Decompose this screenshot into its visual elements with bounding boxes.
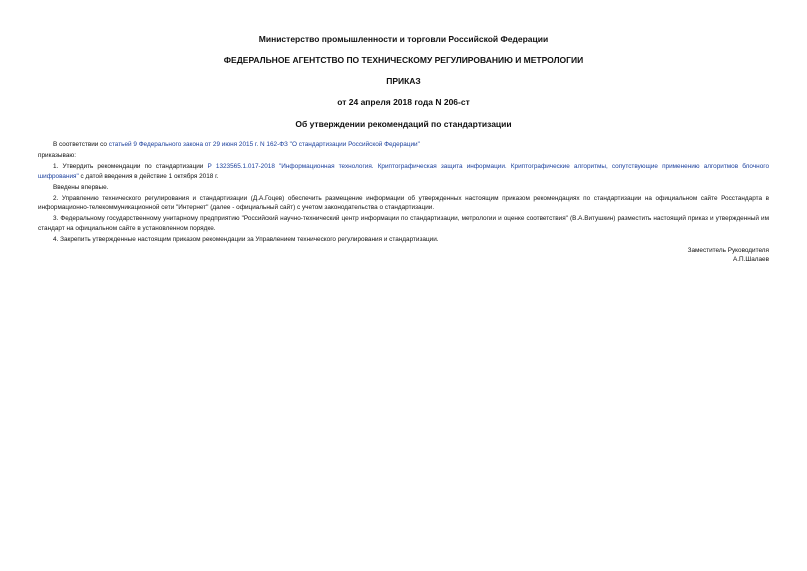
item-4-paragraph: 4. Закрепить утвержденные настоящим приказом рекомендации за Управлением технического регулирования и стандартизации.: [53, 235, 439, 243]
preamble-text: В соответствии со: [53, 141, 109, 148]
document-type: ПРИКАЗ: [386, 76, 421, 86]
federal-law-link[interactable]: статьей 9 Федерального закона от 29 июня 2015 г. N 162-ФЗ "О стандартизации Российской Федерации": [108, 141, 420, 148]
signatory-name: А.П.Шалаев: [732, 256, 769, 264]
order-word: приказываю:: [38, 152, 76, 160]
document-date-number: от 24 апреля 2018 года N 206-ст: [337, 97, 470, 107]
item-3-paragraph: 3. Федеральному государственному унитарному предприятию "Российский научно-технический центр информации по стандартизации, метрологии и оценке соответствия" (В.А.Витушкин) разместить настоящий приказ и утвержденный им стандарт на официальном сайте в установленном порядке.: [38, 215, 769, 232]
document-page: [38, 34, 769, 264]
ministry-title: Министерство промышленности и торговли Российской Федерации: [258, 34, 549, 44]
item-1-text: 1. Утвердить рекомендации по стандартизации: [53, 163, 208, 171]
preamble-paragraph: [38, 140, 769, 149]
recommendation-link[interactable]: Р 1323565.1.017-2018 "Информационная технология. Криптографическая защита информации. Криптографические алгоритмы, сопутствующие применению алгоритмов блочного шифрования": [38, 163, 769, 180]
signatory-position: Заместитель Руководителя: [687, 247, 769, 255]
document-subject: Об утверждении рекомендаций по стандартизации: [295, 119, 512, 129]
document-body: [38, 140, 769, 264]
first-introduced-note: Введены впервые.: [53, 183, 109, 191]
agency-title: ФЕДЕРАЛЬНОЕ АГЕНТСТВО ПО ТЕХНИЧЕСКОМУ РЕГУЛИРОВАНИЮ И МЕТРОЛОГИИ: [223, 55, 584, 65]
item-1-paragraph: [38, 162, 769, 180]
item-2-paragraph: 2. Управлению технического регулирования и стандартизации (Д.А.Гоцев) обеспечить размещение информации об утвержденных настоящим приказом рекомендациях по стандартизации на официальном сайте Росстандарта в информационно-телекоммуникационной сети "Интернет" (далее - официальный сайт) с учетом законодательства о стандартизации.: [38, 195, 769, 212]
item-1-date-text: с датой введения в действие 1 октября 2018 г.: [78, 172, 219, 180]
